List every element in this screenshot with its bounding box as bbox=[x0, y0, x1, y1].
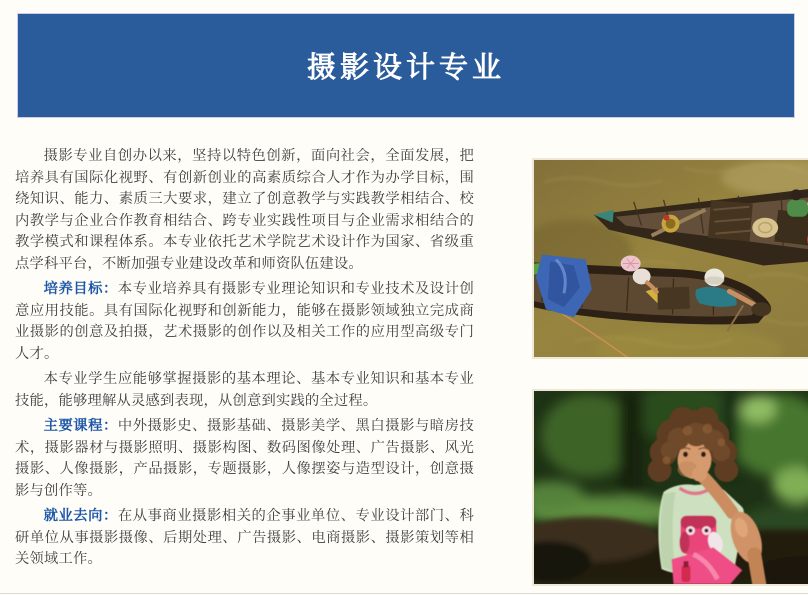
paragraph-label: 培养目标： bbox=[43, 281, 118, 297]
river-boats-photo bbox=[532, 158, 808, 359]
intro-text-column bbox=[15, 146, 474, 575]
career-paragraph bbox=[15, 506, 474, 571]
child-photo bbox=[532, 389, 808, 586]
main-courses-paragraph bbox=[15, 416, 474, 502]
paragraph-label: 就业去向： bbox=[43, 508, 118, 524]
intro-paragraph bbox=[15, 146, 474, 275]
paragraph-text: 本专业学生应能够掌握摄影的基本理论、基本专业知识和基本专业技能，能够理解从灵感到表现，从创意到实践的全过程。 bbox=[15, 371, 474, 409]
paragraph-text: 中外摄影史、摄影基础、摄影美学、黑白摄影与暗房技术，摄影器材与摄影照明、摄影构图、数码图像处理、广告摄影、风光摄影、人像摄影，产品摄影，专题摄影，人像摆姿与造型设计，创意摄影与创作等。 bbox=[15, 418, 474, 499]
skills-paragraph bbox=[15, 369, 474, 412]
paragraph-text: 本专业培养具有摄影专业理论知识和专业技术及设计创意应用技能。具有国际化视野和创新能力，能够在摄影领域独立完成商业摄影的创意及拍摄，艺术摄影的创作以及相关工作的应用型高级专门人才。 bbox=[15, 281, 474, 362]
paragraph-text: 在从事商业摄影相关的企事业单位、专业设计部门、科研单位从事摄影摄像、后期处理、广告摄影、电商摄影、摄影策划等相关领域工作。 bbox=[15, 508, 474, 567]
page-header bbox=[17, 13, 795, 118]
page-edge-line bbox=[0, 593, 808, 594]
training-goal-paragraph bbox=[15, 279, 474, 365]
paragraph-label: 主要课程： bbox=[43, 418, 118, 434]
page-title: 摄影设计专业 bbox=[306, 52, 505, 84]
paragraph-text: 摄影专业自创办以来，坚持以特色创新，面向社会，全面发展，把培养具有国际化视野、有创新创业的高素质综合人才作为办学目标，围绕知识、能力、素质三大要求，建立了创意教学与实践教学相结合、校内教学与企业合作教育相结合、跨专业实践性项目与企业需求相结合的教学模式和课程体系。本专业依托艺术学院艺术设计作为国家、省级重点学科平台，不断加强专业建设改革和师资队伍建设。 bbox=[15, 148, 474, 272]
